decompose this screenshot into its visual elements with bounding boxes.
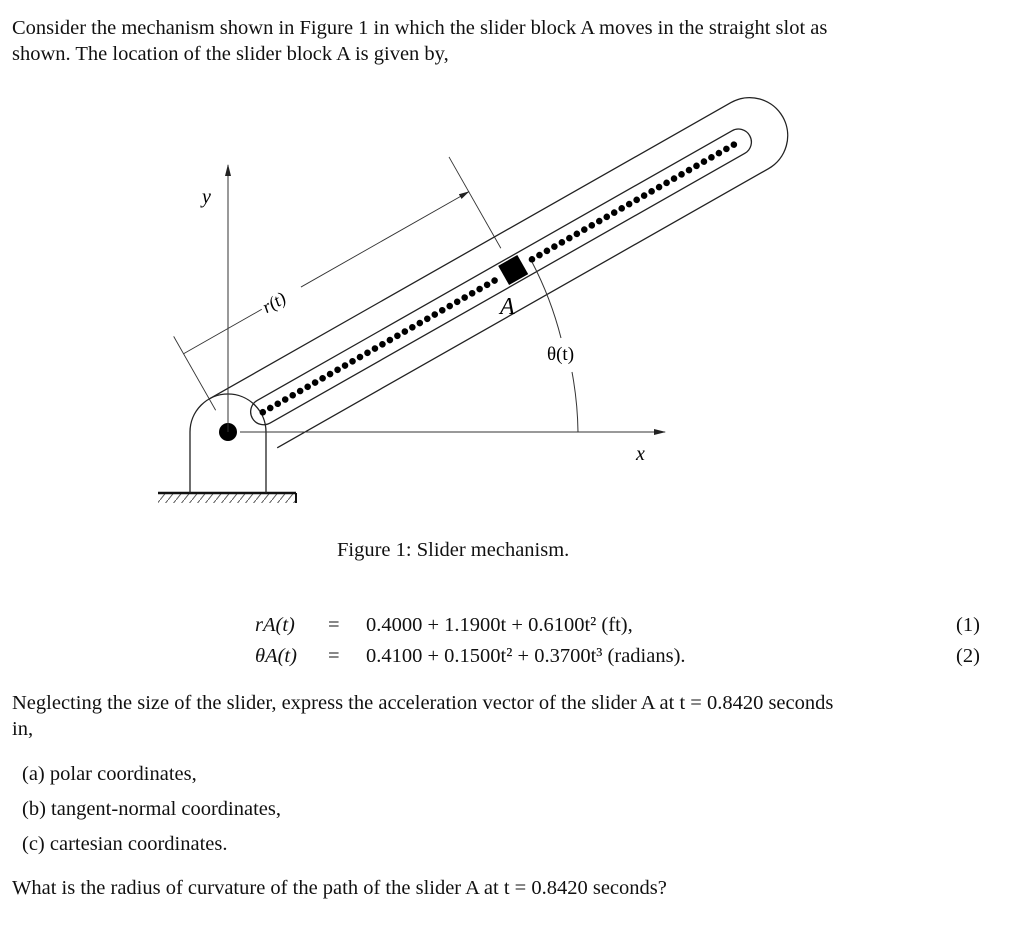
slot-dot	[318, 374, 327, 383]
slider-block-a	[498, 255, 528, 285]
slot-dot	[610, 208, 619, 217]
eq1-lhs: rA(t)	[255, 614, 295, 636]
slot-dot	[722, 144, 731, 153]
ground-hatch	[158, 493, 296, 503]
slot-dot	[565, 234, 574, 243]
eq1-number: (1)	[956, 614, 980, 636]
slot-dot	[400, 327, 409, 336]
slot-dot	[699, 157, 708, 166]
slot-dot	[729, 140, 738, 149]
slot-dot	[655, 183, 664, 192]
eq2-lhs: θA(t)	[255, 645, 297, 667]
slot-dot	[266, 403, 275, 412]
question-item-a: (a) polar coordinates,	[22, 763, 197, 785]
slot-dot	[355, 353, 364, 362]
slot-dot	[258, 408, 267, 417]
slot-dot	[625, 200, 634, 209]
slot-dot	[296, 387, 305, 396]
slot-dot	[460, 293, 469, 302]
slot-dot	[311, 378, 320, 387]
slotted-arm	[164, 4, 802, 465]
slot-dot	[602, 212, 611, 221]
slot-dot	[483, 280, 492, 289]
slot-dot	[303, 382, 312, 391]
slot-dot	[714, 149, 723, 158]
slot-dot	[580, 225, 589, 234]
slot-dot	[348, 357, 357, 366]
slot-dot	[550, 242, 559, 251]
slot-dot	[370, 344, 379, 353]
question-line-1: Neglecting the size of the slider, express the acceleration vector of the slider A at t = 0.8420 seconds	[12, 692, 834, 714]
slot-dot	[595, 217, 604, 226]
slot-dot	[677, 170, 686, 179]
slot-dot	[288, 391, 297, 400]
question-line-2: in,	[12, 718, 34, 740]
slot-dot	[685, 166, 694, 175]
slot-dot	[692, 161, 701, 170]
slot-dot	[415, 319, 424, 328]
slot-dot	[453, 297, 462, 306]
y-axis-label: y	[202, 186, 211, 208]
slot-dot	[670, 174, 679, 183]
slot-dot	[542, 246, 551, 255]
slot-dot	[647, 187, 656, 196]
angle-label: θ(t)	[547, 344, 575, 365]
slot-dots	[258, 140, 738, 417]
slot	[246, 124, 756, 429]
slot-dot	[333, 365, 342, 374]
intro-line-1: Consider the mechanism shown in Figure 1 in which the slider block A moves in the straight slot as	[12, 17, 828, 39]
slot-dot	[587, 221, 596, 230]
eq2-number: (2)	[956, 645, 980, 667]
slot-dot	[423, 314, 432, 323]
slot-dot	[385, 336, 394, 345]
slot-dot	[617, 204, 626, 213]
slider-label: A	[500, 294, 515, 320]
slot-dot	[557, 238, 566, 247]
slot-dot	[430, 310, 439, 319]
slot-dot	[707, 153, 716, 162]
slot-dot	[662, 178, 671, 187]
question-item-b: (b) tangent-normal coordinates,	[22, 798, 282, 820]
slot-dot	[468, 289, 477, 298]
eq2-equals: =	[328, 645, 340, 667]
slot-dot	[408, 323, 417, 332]
intro-line-2: shown. The location of the slider block A is given by,	[12, 43, 449, 65]
slot-dot	[393, 331, 402, 340]
angle-arc	[572, 372, 578, 432]
eq1-equals: =	[328, 614, 340, 636]
slot-dot	[640, 191, 649, 200]
slot-dot	[490, 276, 499, 285]
slot-dot	[475, 285, 484, 294]
slot-dot	[438, 306, 447, 315]
slot-dot	[273, 399, 282, 408]
slot-dot	[341, 361, 350, 370]
radius-dimension-arrow	[301, 192, 469, 287]
slot-dot	[572, 229, 581, 238]
slot-dot	[535, 251, 544, 260]
x-axis-label: x	[636, 443, 645, 465]
slot-dot	[281, 395, 290, 404]
question-item-c: (c) cartesian coordinates.	[22, 833, 228, 855]
slot-dot	[326, 370, 335, 379]
question-final: What is the radius of curvature of the path of the slider A at t = 0.8420 seconds?	[12, 877, 667, 899]
eq2-rhs: 0.4100 + 0.1500t² + 0.3700t³ (radians).	[366, 645, 686, 667]
slot-dot	[378, 340, 387, 349]
radius-label: r(t)	[258, 287, 290, 317]
eq1-rhs: 0.4000 + 1.1900t + 0.6100t² (ft),	[366, 614, 633, 636]
slot-dot	[632, 195, 641, 204]
figure-caption: Figure 1: Slider mechanism.	[337, 539, 570, 561]
slot-dot	[445, 302, 454, 311]
slot-dot	[363, 348, 372, 357]
